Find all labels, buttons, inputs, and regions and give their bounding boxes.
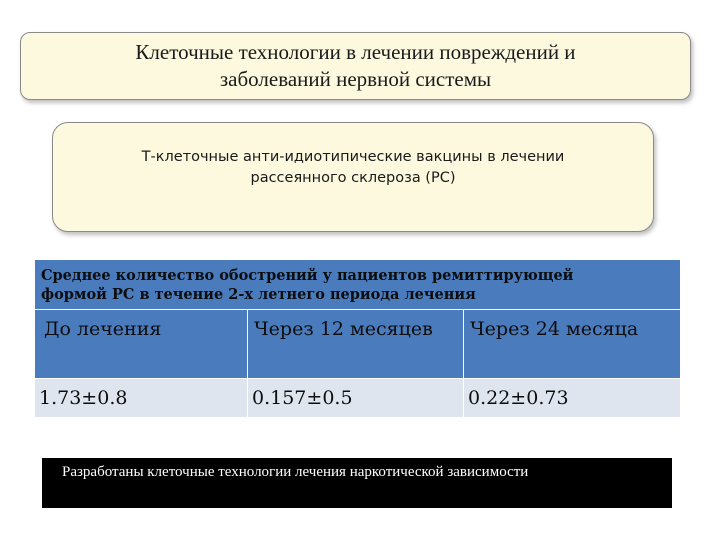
slide-title: [20, 32, 691, 100]
slide-title-line-2: заболеваний нервной системы: [219, 67, 492, 91]
value-12-months: 0.157±0.5: [248, 379, 464, 418]
header-before-treatment: До лечения: [35, 310, 248, 379]
footer-text: Разработаны клеточные технологии лечения наркотической зависимости: [62, 464, 529, 480]
value-24-months: 0.22±0.73: [464, 379, 681, 418]
slide-title-line-1: Клеточные технологии в лечении повреждений и: [135, 40, 576, 64]
footer-banner: [42, 458, 672, 508]
subtitle-line-2: рассеянного склероза (РС): [250, 170, 456, 186]
value-before-treatment: 1.73±0.8: [35, 379, 248, 418]
table-caption: [35, 260, 681, 310]
header-24-months: Через 24 месяца: [464, 310, 681, 379]
subtitle-text: [53, 147, 653, 189]
table-caption-line-1: Среднее количество обострений у пациентов ремиттирующей: [41, 266, 574, 284]
results-table: [34, 259, 681, 418]
table-header-row: [35, 310, 681, 379]
table-caption-row: [35, 260, 681, 310]
subtitle-box: [52, 122, 654, 232]
table-caption-line-2: формой РС в течение 2-х летнего периода лечения: [41, 285, 476, 303]
header-12-months: Через 12 месяцев: [248, 310, 464, 379]
table-row: [35, 379, 681, 418]
subtitle-line-1: Т-клеточные анти-идиотипические вакцины в лечении: [141, 149, 565, 165]
